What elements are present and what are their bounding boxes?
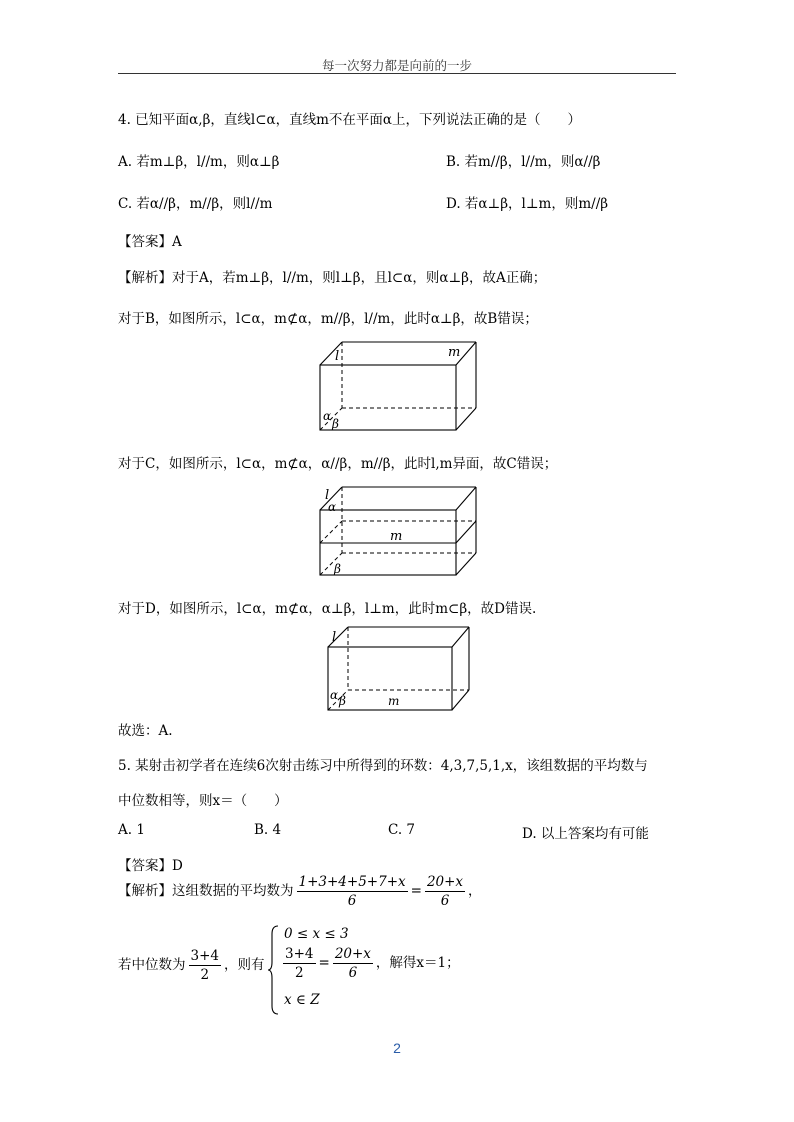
q4-analysis-c: 对于C，如图所示，l⊂α，m⊄α，α//β，m//β，此时l,m异面，故C错误； <box>118 456 558 472</box>
mean-equals: = <box>410 883 422 899</box>
q4-stem: 4. 已知平面α,β，直线l⊂α，直线m不在平面α上，下列说法正确的是（ ） <box>118 112 582 128</box>
q5-analysis-prefix: 【解析】这组数据的平均数为 <box>118 883 294 899</box>
q4-conclusion: 故选：A. <box>118 723 173 739</box>
median-prefix: 若中位数为 <box>118 957 186 973</box>
q5-answer: 【答案】D <box>118 858 183 874</box>
mean-numerator: 1+3+4+5+7+x <box>298 874 406 890</box>
page-header: 每一次努力都是向前的一步 <box>321 58 472 73</box>
median-denominator: 2 <box>200 967 210 983</box>
q4-option-d: D. 若α⊥β，l⊥m，则m//β <box>446 196 609 212</box>
mean2-fraction <box>425 874 465 909</box>
q4-answer: 【答案】A <box>118 234 182 250</box>
q5-option-d: D. 以上答案均有可能 <box>522 826 649 842</box>
q4-analysis-a: 【解析】对于A，若m⊥β，l//m，则l⊥β，且l⊂α，则α⊥β，故A正确； <box>118 270 547 286</box>
median-numerator: 3+4 <box>190 948 219 964</box>
mean-comma: ， <box>468 883 482 899</box>
fig-d-label-beta: β <box>339 694 346 708</box>
mean-denominator: 6 <box>347 893 357 909</box>
mean2-numerator: 20+x <box>426 874 464 890</box>
q5-option-b: B. 4 <box>254 822 282 838</box>
mean-fraction <box>297 874 408 909</box>
fig-c-label-m: m <box>390 529 403 544</box>
mean2-denominator: 6 <box>440 893 450 909</box>
system-condition-2 <box>280 946 460 981</box>
header-rule <box>118 73 676 74</box>
q5-median-line <box>118 948 265 983</box>
page-number: 2 <box>393 1040 401 1056</box>
then-have: ，则有 <box>224 957 265 973</box>
sys2-right-fraction <box>333 946 373 981</box>
sys2-left-den: 2 <box>294 965 304 981</box>
fig-d-label-l: l <box>332 630 337 645</box>
figure-c <box>318 485 478 580</box>
sys2-left-num: 3+4 <box>285 946 314 962</box>
sys2-equals: = <box>318 955 330 971</box>
system-condition-3: x ∈ Z <box>284 992 320 1008</box>
q5-option-c: C. 7 <box>388 822 416 838</box>
sys2-left-fraction <box>283 946 316 981</box>
q5-stem-line1: 5. 某射击初学者在连续6次射击练习中所得到的环数：4,3,7,5,1,x，该组数据的平均数与 <box>118 758 648 774</box>
system-condition-1: 0 ≤ x ≤ 3 <box>284 926 349 942</box>
fig-b-label-alpha: α <box>323 409 332 423</box>
solve-text: ，解得x＝1； <box>375 955 460 971</box>
q4-option-c: C. 若α//β，m//β，则l//m <box>118 196 273 212</box>
fig-c-label-beta: β <box>334 562 341 576</box>
fig-b-label-beta: β <box>332 417 339 431</box>
fig-d-label-m: m <box>388 694 400 708</box>
q4-option-a: A. 若m⊥β，l//m，则α⊥β <box>118 154 280 170</box>
figure-b <box>318 340 478 435</box>
q4-option-b: B. 若m//β，l//m，则α//β <box>446 154 601 170</box>
q4-analysis-d: 对于D，如图所示，l⊂α，m⊄α，α⊥β，l⊥m，此时m⊂β，故D错误. <box>118 601 537 617</box>
fig-c-label-l: l <box>325 488 330 503</box>
q4-analysis-b: 对于B，如图所示，l⊂α，m⊄α，m//β，l//m，此时α⊥β，故B错误； <box>118 311 538 327</box>
fig-d-label-alpha: α <box>330 688 339 702</box>
median-fraction <box>189 948 222 983</box>
system-brace <box>268 924 280 1016</box>
q5-analysis-mean <box>118 874 482 909</box>
sys2-right-den: 6 <box>348 965 358 981</box>
fig-c-label-alpha: α <box>328 500 337 514</box>
q5-option-a: A. 1 <box>118 822 145 838</box>
fig-b-label-l: l <box>335 349 340 364</box>
figure-d <box>326 625 471 715</box>
fig-b-label-m: m <box>448 345 461 360</box>
sys2-right-num: 20+x <box>334 946 371 962</box>
q5-stem-line2: 中位数相等，则x＝（ ） <box>118 793 288 809</box>
